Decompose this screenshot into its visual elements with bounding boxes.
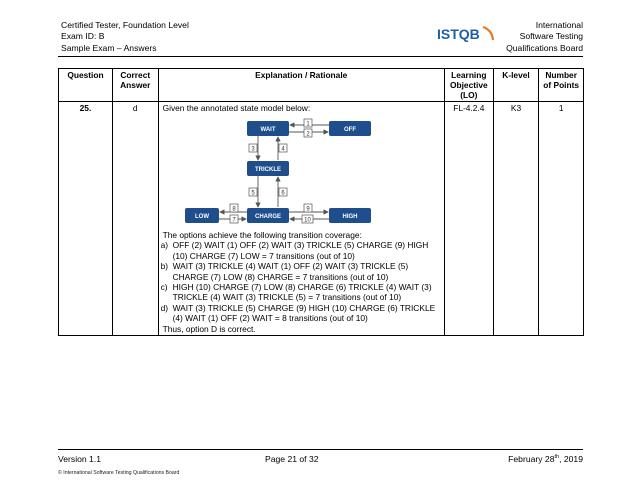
istqb-logo [437, 24, 495, 44]
state-high-label: HIGH [342, 214, 358, 220]
table-row [59, 102, 584, 336]
option-c-text: HIGH (10) CHARGE (7) LOW (8) CHARGE (6) TRICKLE (4) WAIT (3) TRICKLE (4) WAIT (3) TRICKLE (5) = 7 transitions (out of 10) [172, 282, 432, 303]
footer-date [508, 454, 583, 464]
header-left [61, 20, 189, 54]
conclusion: Thus, option D is correct. [162, 323, 256, 334]
explanation-cell [158, 102, 444, 336]
option-a-text: OFF (2) WAIT (1) OFF (2) WAIT (3) TRICKLE (5) CHARGE (9) HIGH (10) CHARGE (7) LOW = 7 transitions (out of 10) [172, 240, 429, 261]
option-b [161, 261, 442, 282]
transition-7: 7 [231, 217, 236, 224]
option-d-label: d) [160, 302, 169, 313]
footer-copyright: © International Software Testing Qualifications Board [58, 470, 180, 476]
footer-date-prefix: February 28 [508, 454, 555, 464]
th-correct-answer: Correct Answer [112, 69, 158, 102]
transition-6: 6 [280, 190, 285, 197]
footer-page: Page 21 of 32 [265, 454, 319, 464]
transition-3: 3 [250, 146, 255, 153]
question-number: 25. [59, 102, 113, 336]
transition-1: 1 [305, 121, 310, 128]
options-block [161, 230, 442, 334]
th-explanation: Explanation / Rationale [158, 69, 444, 102]
option-b-label: b) [160, 261, 169, 272]
footer-divider [58, 449, 583, 450]
logo-text: ISTQB [437, 26, 480, 42]
header-cert: Certified Tester, Foundation Level [61, 20, 189, 30]
option-b-text: WAIT (3) TRICKLE (4) WAIT (1) OFF (2) WAIT (3) TRICKLE (5) CHARGE (7) LOW (8) CHARGE = 7 transitions (out of 10) [172, 261, 409, 282]
header-divider [58, 56, 583, 57]
state-low-label: LOW [194, 214, 209, 220]
option-c [161, 282, 442, 303]
table-header-row [59, 69, 584, 102]
correct-answer: d [112, 102, 158, 336]
header-right [506, 20, 583, 54]
header-org-2: Software Testing [519, 31, 583, 42]
footer-date-sup: th [554, 454, 560, 461]
option-d [161, 303, 442, 324]
th-learning-objective: Learning Objective (LO) [444, 69, 493, 102]
th-k-level: K-level [493, 69, 539, 102]
transition-8: 8 [231, 206, 236, 213]
transition-4: 4 [280, 146, 285, 153]
header-exam-id: Exam ID: B [61, 31, 105, 42]
explanation-intro: Given the annotated state model below: [162, 103, 311, 113]
footer-date-suffix: , 2019 [559, 454, 583, 464]
state-diagram [185, 116, 385, 228]
transition-10: 10 [303, 217, 311, 224]
state-wait-label: WAIT [260, 127, 276, 133]
header-org-1: International [535, 20, 583, 30]
header-doc-type: Sample Exam – Answers [61, 42, 157, 53]
options-lead: The options achieve the following transition coverage: [162, 230, 362, 240]
learning-objective: FL-4.2.4 [444, 102, 493, 336]
k-level: K3 [493, 102, 539, 336]
option-c-label: c) [160, 282, 168, 293]
th-points: Number of Points [539, 69, 584, 102]
transition-9: 9 [305, 206, 310, 213]
th-question: Question [59, 69, 113, 102]
state-off-label: OFF [343, 127, 356, 133]
header-org-3: Qualifications Board [506, 42, 583, 53]
state-trickle-label: TRICKLE [254, 167, 281, 173]
points: 1 [539, 102, 584, 336]
option-d-text: WAIT (3) TRICKLE (5) CHARGE (9) HIGH (10) CHARGE (6) TRICKLE (4) WAIT (1) OFF (2) WAIT = 8 transitions (out of 10) [172, 302, 436, 324]
answer-table [58, 68, 584, 336]
option-a [161, 240, 442, 261]
option-a-label: a) [160, 240, 169, 251]
transition-5: 5 [250, 190, 255, 197]
transition-2: 2 [305, 131, 310, 138]
state-charge-label: CHARGE [254, 214, 281, 220]
footer-version: Version 1.1 [58, 454, 101, 464]
